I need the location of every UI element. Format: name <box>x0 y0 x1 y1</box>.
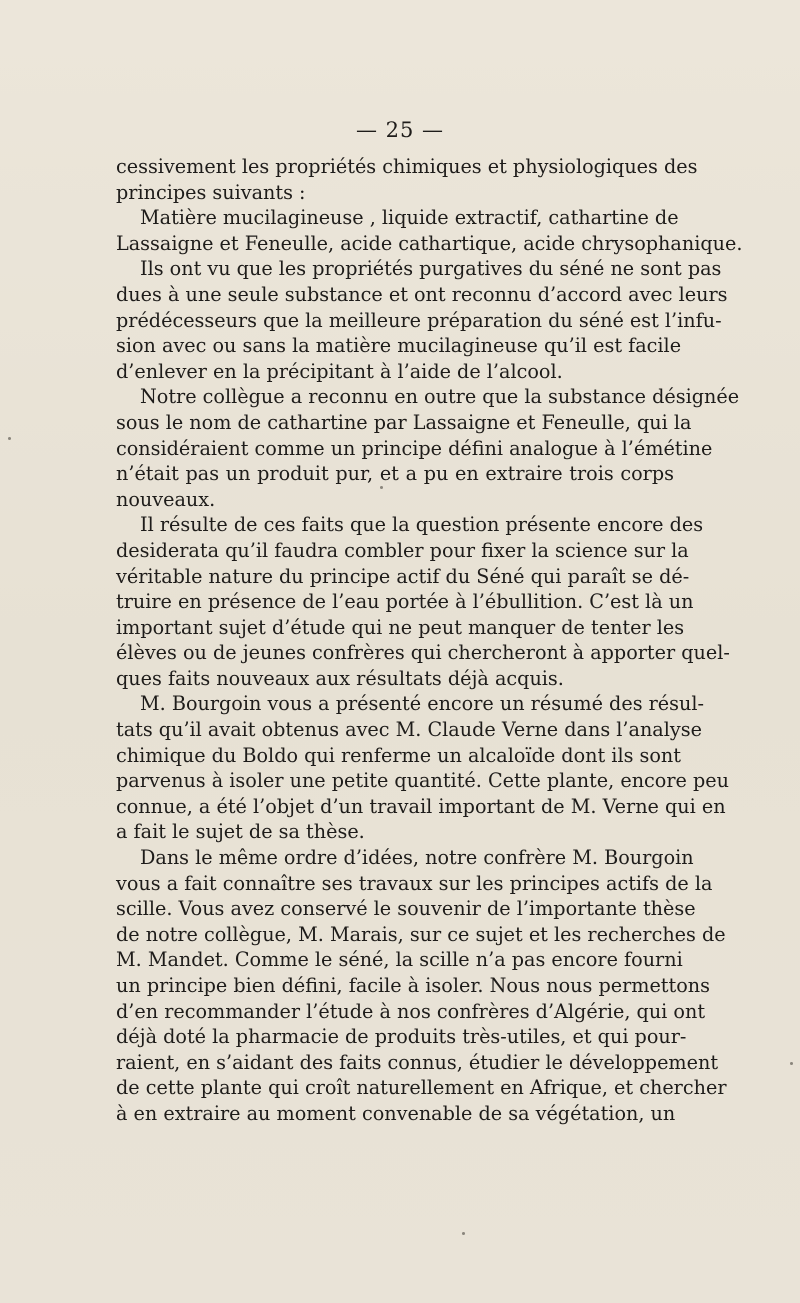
text-line: élèves ou de jeunes confrères qui chercheront à apporter quel- <box>116 641 730 665</box>
text-line: Notre collègue a reconnu en outre que la substance désignée <box>140 385 740 409</box>
text-line: Dans le même ordre d’idées, notre confrère M. Bourgoin <box>140 846 694 870</box>
text-line: dues à une seule substance et ont reconnu d’accord avec leurs <box>116 282 728 306</box>
text-line: sous le nom de cathartine par Lassaigne et Feneulle, qui la <box>116 410 692 434</box>
paper-speck <box>380 486 383 489</box>
text-line: principes suivants : <box>116 180 306 204</box>
text-line: d’enlever en la précipitant à l’aide de l’alcool. <box>116 359 563 383</box>
text-line: véritable nature du principe actif du Séné qui paraît se dé- <box>116 564 690 588</box>
text-line: de cette plante qui croît naturellement en Afrique, et chercher <box>116 1076 727 1100</box>
paper-speck <box>790 1062 793 1065</box>
text-line: raient, en s’aidant des faits connus, étudier le développement <box>116 1050 719 1074</box>
text-line: considéraient comme un principe défini analogue à l’émétine <box>116 436 713 460</box>
text-line: desiderata qu’il faudra combler pour fixer la science sur la <box>116 538 689 562</box>
text-line: vous a fait connaître ses travaux sur les principes actifs de la <box>116 871 713 895</box>
page-number: — 25 — <box>355 118 445 142</box>
text-line: prédécesseurs que la meilleure préparation du séné est l’infu- <box>116 308 722 332</box>
text-line: tats qu’il avait obtenus avec M. Claude Verne dans l’analyse <box>116 718 702 742</box>
body-text <box>116 154 743 1127</box>
text-line: M. Mandet. Comme le séné, la scille n’a pas encore fourni <box>116 948 683 972</box>
text-line: truire en présence de l’eau portée à l’ébullition. C’est là un <box>116 590 694 614</box>
text-line: ques faits nouveaux aux résultats déjà acquis. <box>116 666 564 690</box>
text-line: sion avec ou sans la matière mucilagineuse qu’il est facile <box>116 334 682 358</box>
text-line: un principe bien défini, facile à isoler. Nous nous permettons <box>116 974 710 997</box>
text-line: important sujet d’étude qui ne peut manquer de tenter les <box>116 615 685 639</box>
text-line: de notre collègue, M. Marais, sur ce sujet et les recherches de <box>116 922 726 946</box>
text-line: Matière mucilagineuse , liquide extractif, cathartine de <box>140 206 679 230</box>
text-line: à en extraire au moment convenable de sa végétation, un <box>116 1101 676 1125</box>
text-line: nouveaux. <box>116 487 216 511</box>
text-line: M. Bourgoin vous a présenté encore un résumé des résul- <box>140 692 704 716</box>
paper-speck <box>462 1232 465 1235</box>
text-line: déjà doté la pharmacie de produits très-utiles, et qui pour- <box>116 1025 687 1049</box>
text-line: scille. Vous avez conservé le souvenir de l’importante thèse <box>116 897 696 921</box>
text-line: connue, a été l’objet d’un travail important de M. Verne qui en <box>116 794 726 818</box>
paper-speck <box>8 437 11 440</box>
text-line: d’en recommander l’étude à nos confrères d’Algérie, qui ont <box>116 999 706 1023</box>
text-line: a fait le sujet de sa thèse. <box>116 820 365 844</box>
text-line: cessivement les propriétés chimiques et physiologiques des <box>116 155 698 178</box>
text-line: parvenus à isoler une petite quantité. Cette plante, encore peu <box>116 769 729 793</box>
text-line: Il résulte de ces faits que la question présente encore des <box>140 513 704 537</box>
text-line: Ils ont vu que les propriétés purgatives du séné ne sont pas <box>140 257 722 281</box>
text-line: Lassaigne et Feneulle, acide cathartique, acide chrysophanique. <box>116 231 743 255</box>
text-line: chimique du Boldo qui renferme un alcaloïde dont ils sont <box>116 743 681 767</box>
text-line: n’était pas un produit pur, et a pu en extraire trois corps <box>116 462 674 486</box>
